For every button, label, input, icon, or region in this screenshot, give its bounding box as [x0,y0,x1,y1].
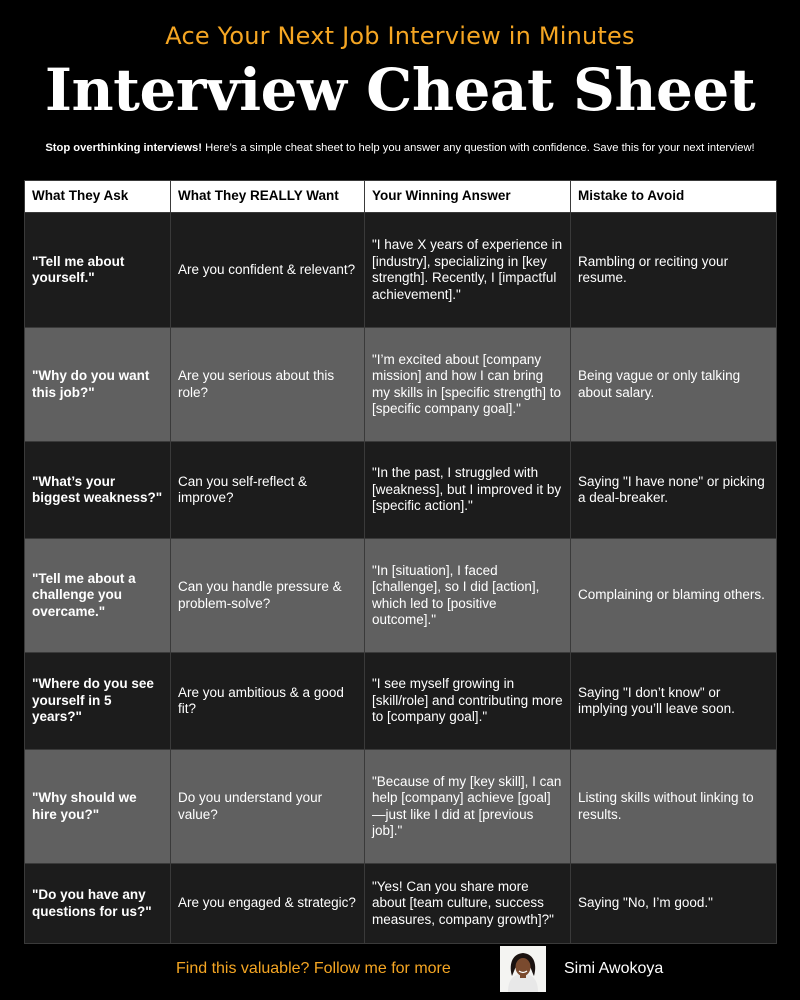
cell-ask: "Where do you see yourself in 5 years?" [25,653,171,750]
cell-avoid: Listing skills without linking to results. [571,750,777,864]
cell-avoid: Saying "No, I’m good." [571,864,777,944]
cheat-sheet-table [24,180,777,944]
table-row [25,213,777,328]
author-photo-icon [500,946,546,992]
cell-want: Are you engaged & strategic? [171,864,365,944]
cell-ask: "Tell me about a challenge you overcame." [25,539,171,653]
cell-answer: "Yes! Can you share more about [team culture, success measures, company growth]?" [365,864,571,944]
column-header-want: What They REALLY Want [171,181,365,213]
table-row [25,750,777,864]
cell-want: Are you confident & relevant? [171,213,365,328]
cell-avoid: Complaining or blaming others. [571,539,777,653]
page-title: Interview Cheat Sheet [44,56,756,124]
cell-avoid: Being vague or only talking about salary. [571,328,777,442]
column-header-avoid: Mistake to Avoid [571,181,777,213]
cell-want: Are you ambitious & a good fit? [171,653,365,750]
cell-answer: "In [situation], I faced [challenge], so I did [action], which led to [positive outcome]." [365,539,571,653]
cell-ask: "Why do you want this job?" [25,328,171,442]
cell-ask: "Why should we hire you?" [25,750,171,864]
cell-avoid: Rambling or reciting your resume. [571,213,777,328]
author-avatar [500,946,546,992]
page-subtitle: Ace Your Next Job Interview in Minutes [165,22,635,50]
cell-want: Do you understand your value? [171,750,365,864]
cell-want: Can you handle pressure & problem-solve? [171,539,365,653]
cell-avoid: Saying "I don’t know" or implying you’ll leave soon. [571,653,777,750]
table-row [25,442,777,539]
cell-avoid: Saying "I have none" or picking a deal-breaker. [571,442,777,539]
column-header-answer: Your Winning Answer [365,181,571,213]
cell-ask: "Tell me about yourself." [25,213,171,328]
cell-ask: "What’s your biggest weakness?" [25,442,171,539]
cell-answer: "I see myself growing in [skill/role] and contributing more to [company goal]." [365,653,571,750]
cell-answer: "I have X years of experience in [industry], specializing in [key strength]. Recently, I [impactful achievement]." [365,213,571,328]
intro-bold: Stop overthinking interviews! [45,142,202,154]
table-row [25,328,777,442]
table-header-row [25,181,777,213]
intro-text [0,141,800,155]
cell-answer: "Because of my [key skill], I can help [company] achieve [goal]—just like I did at [previous job]." [365,750,571,864]
cell-answer: "I’m excited about [company mission] and how I can bring my skills in [specific strength] to [specific company goal]." [365,328,571,442]
table-row [25,653,777,750]
cell-want: Are you serious about this role? [171,328,365,442]
author-name: Simi Awokoya [564,960,664,977]
footer [0,946,800,994]
intro-rest: Here’s a simple cheat sheet to help you answer any question with confidence. Save this for your next interview! [202,142,755,154]
table-row [25,864,777,944]
table-row [25,539,777,653]
cell-answer: "In the past, I struggled with [weakness], but I improved it by [specific action]." [365,442,571,539]
follow-cta: Find this valuable? Follow me for more [176,960,451,977]
cell-want: Can you self-reflect & improve? [171,442,365,539]
cell-ask: "Do you have any questions for us?" [25,864,171,944]
column-header-ask: What They Ask [25,181,171,213]
